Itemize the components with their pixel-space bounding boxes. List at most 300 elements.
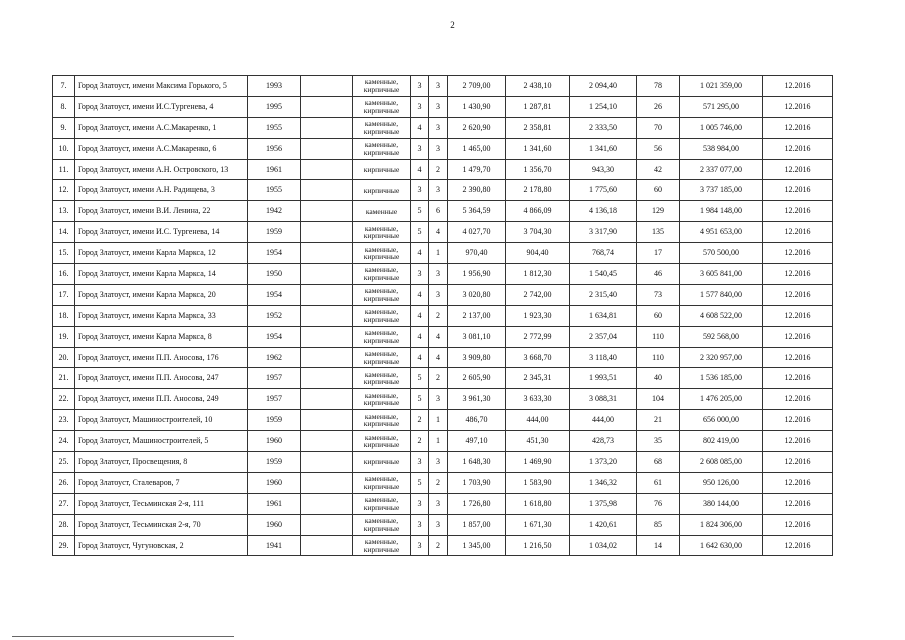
empty-cell <box>301 201 353 222</box>
total-area-cell: 486,70 <box>448 410 506 431</box>
address-cell: Город Златоуст, Машиностроителей, 5 <box>75 431 248 452</box>
floors-cell: 3 <box>411 452 429 473</box>
wall-material-cell: каменные <box>353 201 411 222</box>
entrances-cell: 1 <box>429 410 448 431</box>
year-built-cell: 1960 <box>248 514 301 535</box>
deadline-cell: 12.2016 <box>763 117 833 138</box>
residents-cell: 70 <box>637 117 680 138</box>
floors-cell: 3 <box>411 493 429 514</box>
entrances-cell: 3 <box>429 76 448 97</box>
empty-cell <box>301 472 353 493</box>
cost-cell: 4 608 522,00 <box>680 305 763 326</box>
empty-cell <box>301 389 353 410</box>
empty-cell <box>301 284 353 305</box>
residents-cell: 68 <box>637 452 680 473</box>
table-row <box>53 159 833 180</box>
total-area-cell: 1 857,00 <box>448 514 506 535</box>
table-row <box>53 493 833 514</box>
residential-area-cell: 3 317,90 <box>570 222 637 243</box>
year-built-cell: 1960 <box>248 472 301 493</box>
total-area-cell: 1 345,00 <box>448 535 506 556</box>
address-cell: Город Златоуст, имени П.П. Аносова, 176 <box>75 347 248 368</box>
cost-cell: 3 605 841,00 <box>680 264 763 285</box>
floors-cell: 4 <box>411 159 429 180</box>
address-cell: Город Златоуст, имени А.Н. Радищева, 3 <box>75 180 248 201</box>
residents-cell: 61 <box>637 472 680 493</box>
table-row <box>53 222 833 243</box>
table-row <box>53 201 833 222</box>
entrances-cell: 6 <box>429 201 448 222</box>
total-area-cell: 2 390,80 <box>448 180 506 201</box>
residents-cell: 60 <box>637 180 680 201</box>
year-built-cell: 1959 <box>248 452 301 473</box>
entrances-cell: 2 <box>429 159 448 180</box>
wall-material-cell: каменные, кирпичные <box>353 305 411 326</box>
residential-area-cell: 1 775,60 <box>570 180 637 201</box>
living-area-cell: 1 812,30 <box>506 264 570 285</box>
year-built-cell: 1941 <box>248 535 301 556</box>
cost-cell: 571 295,00 <box>680 96 763 117</box>
table-row <box>53 305 833 326</box>
address-cell: Город Златоуст, имени А.С.Макаренко, 6 <box>75 138 248 159</box>
living-area-cell: 1 923,30 <box>506 305 570 326</box>
year-built-cell: 1950 <box>248 264 301 285</box>
row-number-cell: 13. <box>53 201 75 222</box>
total-area-cell: 3 961,30 <box>448 389 506 410</box>
empty-cell <box>301 138 353 159</box>
cost-cell: 3 737 185,00 <box>680 180 763 201</box>
table-row <box>53 514 833 535</box>
total-area-cell: 5 364,59 <box>448 201 506 222</box>
wall-material-cell: каменные, кирпичные <box>353 535 411 556</box>
residential-area-cell: 428,73 <box>570 431 637 452</box>
floors-cell: 4 <box>411 347 429 368</box>
row-number-cell: 14. <box>53 222 75 243</box>
empty-cell <box>301 347 353 368</box>
living-area-cell: 3 633,30 <box>506 389 570 410</box>
row-number-cell: 10. <box>53 138 75 159</box>
table-row <box>53 96 833 117</box>
year-built-cell: 1995 <box>248 96 301 117</box>
entrances-cell: 2 <box>429 472 448 493</box>
living-area-cell: 1 469,90 <box>506 452 570 473</box>
total-area-cell: 1 703,90 <box>448 472 506 493</box>
residential-area-cell: 768,74 <box>570 243 637 264</box>
residential-area-cell: 1 375,98 <box>570 493 637 514</box>
empty-cell <box>301 159 353 180</box>
deadline-cell: 12.2016 <box>763 201 833 222</box>
address-cell: Город Златоуст, имени А.С.Макаренко, 1 <box>75 117 248 138</box>
address-cell: Город Златоуст, Чугуновская, 2 <box>75 535 248 556</box>
year-built-cell: 1952 <box>248 305 301 326</box>
residential-area-cell: 3 118,40 <box>570 347 637 368</box>
table-row <box>53 535 833 556</box>
table-row <box>53 472 833 493</box>
address-cell: Город Златоуст, Машиностроителей, 10 <box>75 410 248 431</box>
living-area-cell: 904,40 <box>506 243 570 264</box>
wall-material-cell: каменные, кирпичные <box>353 76 411 97</box>
wall-material-cell: каменные, кирпичные <box>353 472 411 493</box>
floors-cell: 4 <box>411 243 429 264</box>
residents-cell: 40 <box>637 368 680 389</box>
residents-cell: 26 <box>637 96 680 117</box>
entrances-cell: 4 <box>429 347 448 368</box>
footer-rule <box>12 636 234 637</box>
living-area-cell: 1 671,30 <box>506 514 570 535</box>
residents-cell: 46 <box>637 264 680 285</box>
total-area-cell: 4 027,70 <box>448 222 506 243</box>
total-area-cell: 970,40 <box>448 243 506 264</box>
wall-material-cell: каменные, кирпичные <box>353 243 411 264</box>
year-built-cell: 1954 <box>248 284 301 305</box>
table-row <box>53 243 833 264</box>
floors-cell: 3 <box>411 514 429 535</box>
deadline-cell: 12.2016 <box>763 180 833 201</box>
row-number-cell: 28. <box>53 514 75 535</box>
deadline-cell: 12.2016 <box>763 452 833 473</box>
cost-cell: 1 642 630,00 <box>680 535 763 556</box>
floors-cell: 5 <box>411 368 429 389</box>
year-built-cell: 1942 <box>248 201 301 222</box>
row-number-cell: 23. <box>53 410 75 431</box>
year-built-cell: 1993 <box>248 76 301 97</box>
empty-cell <box>301 180 353 201</box>
year-built-cell: 1954 <box>248 243 301 264</box>
total-area-cell: 2 605,90 <box>448 368 506 389</box>
residential-area-cell: 943,30 <box>570 159 637 180</box>
entrances-cell: 3 <box>429 117 448 138</box>
living-area-cell: 2 358,81 <box>506 117 570 138</box>
address-cell: Город Златоуст, Тесьминская 2-я, 70 <box>75 514 248 535</box>
deadline-cell: 12.2016 <box>763 472 833 493</box>
floors-cell: 2 <box>411 410 429 431</box>
floors-cell: 3 <box>411 138 429 159</box>
residential-area-cell: 1 993,51 <box>570 368 637 389</box>
address-cell: Город Златоуст, имени А.Н. Островского, 13 <box>75 159 248 180</box>
cost-cell: 1 476 205,00 <box>680 389 763 410</box>
living-area-cell: 444,00 <box>506 410 570 431</box>
row-number-cell: 16. <box>53 264 75 285</box>
deadline-cell: 12.2016 <box>763 368 833 389</box>
empty-cell <box>301 326 353 347</box>
row-number-cell: 9. <box>53 117 75 138</box>
wall-material-cell: каменные, кирпичные <box>353 96 411 117</box>
residents-cell: 60 <box>637 305 680 326</box>
row-number-cell: 11. <box>53 159 75 180</box>
wall-material-cell: каменные, кирпичные <box>353 514 411 535</box>
total-area-cell: 2 709,00 <box>448 76 506 97</box>
total-area-cell: 3 909,80 <box>448 347 506 368</box>
floors-cell: 3 <box>411 76 429 97</box>
cost-cell: 1 021 359,00 <box>680 76 763 97</box>
total-area-cell: 1 465,00 <box>448 138 506 159</box>
address-cell: Город Златоуст, имени И.С. Тургенева, 14 <box>75 222 248 243</box>
living-area-cell: 1 356,70 <box>506 159 570 180</box>
page-number: 2 <box>450 20 455 30</box>
empty-cell <box>301 368 353 389</box>
floors-cell: 5 <box>411 389 429 410</box>
table-row <box>53 180 833 201</box>
cost-cell: 570 500,00 <box>680 243 763 264</box>
wall-material-cell: кирпичные <box>353 159 411 180</box>
living-area-cell: 1 583,90 <box>506 472 570 493</box>
wall-material-cell: каменные, кирпичные <box>353 368 411 389</box>
empty-cell <box>301 493 353 514</box>
deadline-cell: 12.2016 <box>763 305 833 326</box>
row-number-cell: 12. <box>53 180 75 201</box>
address-cell: Город Златоуст, Просвещения, 8 <box>75 452 248 473</box>
address-cell: Город Златоуст, Тесьминская 2-я, 111 <box>75 493 248 514</box>
entrances-cell: 3 <box>429 493 448 514</box>
year-built-cell: 1954 <box>248 326 301 347</box>
empty-cell <box>301 452 353 473</box>
entrances-cell: 3 <box>429 284 448 305</box>
entrances-cell: 3 <box>429 264 448 285</box>
address-cell: Город Златоуст, имени Карла Маркса, 20 <box>75 284 248 305</box>
deadline-cell: 12.2016 <box>763 410 833 431</box>
housing-registry-table <box>52 75 833 556</box>
wall-material-cell: кирпичные <box>353 452 411 473</box>
residential-area-cell: 2 315,40 <box>570 284 637 305</box>
floors-cell: 3 <box>411 264 429 285</box>
living-area-cell: 3 668,70 <box>506 347 570 368</box>
residential-area-cell: 1 634,81 <box>570 305 637 326</box>
year-built-cell: 1961 <box>248 159 301 180</box>
living-area-cell: 2 178,80 <box>506 180 570 201</box>
wall-material-cell: каменные, кирпичные <box>353 431 411 452</box>
empty-cell <box>301 305 353 326</box>
deadline-cell: 12.2016 <box>763 326 833 347</box>
living-area-cell: 1 618,80 <box>506 493 570 514</box>
residents-cell: 17 <box>637 243 680 264</box>
living-area-cell: 1 341,60 <box>506 138 570 159</box>
row-number-cell: 25. <box>53 452 75 473</box>
entrances-cell: 1 <box>429 431 448 452</box>
floors-cell: 4 <box>411 326 429 347</box>
total-area-cell: 2 620,90 <box>448 117 506 138</box>
year-built-cell: 1955 <box>248 117 301 138</box>
entrances-cell: 4 <box>429 222 448 243</box>
entrances-cell: 1 <box>429 243 448 264</box>
wall-material-cell: каменные, кирпичные <box>353 264 411 285</box>
residents-cell: 85 <box>637 514 680 535</box>
cost-cell: 1 824 306,00 <box>680 514 763 535</box>
table-row <box>53 431 833 452</box>
residential-area-cell: 2 333,50 <box>570 117 637 138</box>
empty-cell <box>301 96 353 117</box>
residents-cell: 135 <box>637 222 680 243</box>
residents-cell: 110 <box>637 326 680 347</box>
deadline-cell: 12.2016 <box>763 76 833 97</box>
cost-cell: 538 984,00 <box>680 138 763 159</box>
cost-cell: 380 144,00 <box>680 493 763 514</box>
deadline-cell: 12.2016 <box>763 264 833 285</box>
entrances-cell: 3 <box>429 389 448 410</box>
residential-area-cell: 2 094,40 <box>570 76 637 97</box>
row-number-cell: 17. <box>53 284 75 305</box>
residents-cell: 129 <box>637 201 680 222</box>
residents-cell: 78 <box>637 76 680 97</box>
entrances-cell: 4 <box>429 326 448 347</box>
year-built-cell: 1959 <box>248 410 301 431</box>
row-number-cell: 24. <box>53 431 75 452</box>
total-area-cell: 2 137,00 <box>448 305 506 326</box>
floors-cell: 5 <box>411 201 429 222</box>
residential-area-cell: 1 540,45 <box>570 264 637 285</box>
deadline-cell: 12.2016 <box>763 96 833 117</box>
floors-cell: 2 <box>411 431 429 452</box>
deadline-cell: 12.2016 <box>763 138 833 159</box>
wall-material-cell: каменные, кирпичные <box>353 117 411 138</box>
residential-area-cell: 1 254,10 <box>570 96 637 117</box>
row-number-cell: 22. <box>53 389 75 410</box>
cost-cell: 1 984 148,00 <box>680 201 763 222</box>
residents-cell: 73 <box>637 284 680 305</box>
deadline-cell: 12.2016 <box>763 493 833 514</box>
year-built-cell: 1957 <box>248 389 301 410</box>
cost-cell: 4 951 653,00 <box>680 222 763 243</box>
table-row <box>53 76 833 97</box>
living-area-cell: 4 866,09 <box>506 201 570 222</box>
year-built-cell: 1955 <box>248 180 301 201</box>
residential-area-cell: 2 357,04 <box>570 326 637 347</box>
residents-cell: 21 <box>637 410 680 431</box>
entrances-cell: 2 <box>429 368 448 389</box>
residents-cell: 110 <box>637 347 680 368</box>
total-area-cell: 1 430,90 <box>448 96 506 117</box>
cost-cell: 1 005 746,00 <box>680 117 763 138</box>
total-area-cell: 3 081,10 <box>448 326 506 347</box>
address-cell: Город Златоуст, имени Карла Маркса, 14 <box>75 264 248 285</box>
row-number-cell: 8. <box>53 96 75 117</box>
cost-cell: 1 536 185,00 <box>680 368 763 389</box>
residential-area-cell: 1 420,61 <box>570 514 637 535</box>
empty-cell <box>301 222 353 243</box>
entrances-cell: 2 <box>429 305 448 326</box>
wall-material-cell: каменные, кирпичные <box>353 410 411 431</box>
table-row <box>53 389 833 410</box>
residents-cell: 76 <box>637 493 680 514</box>
living-area-cell: 2 345,31 <box>506 368 570 389</box>
empty-cell <box>301 514 353 535</box>
table-row <box>53 138 833 159</box>
total-area-cell: 1 479,70 <box>448 159 506 180</box>
residential-area-cell: 1 373,20 <box>570 452 637 473</box>
residential-area-cell: 444,00 <box>570 410 637 431</box>
residents-cell: 42 <box>637 159 680 180</box>
year-built-cell: 1960 <box>248 431 301 452</box>
table-row <box>53 284 833 305</box>
deadline-cell: 12.2016 <box>763 431 833 452</box>
row-number-cell: 21. <box>53 368 75 389</box>
wall-material-cell: каменные, кирпичные <box>353 222 411 243</box>
total-area-cell: 1 648,30 <box>448 452 506 473</box>
floors-cell: 5 <box>411 222 429 243</box>
cost-cell: 592 568,00 <box>680 326 763 347</box>
deadline-cell: 12.2016 <box>763 284 833 305</box>
deadline-cell: 12.2016 <box>763 159 833 180</box>
row-number-cell: 20. <box>53 347 75 368</box>
residents-cell: 104 <box>637 389 680 410</box>
residential-area-cell: 1 034,02 <box>570 535 637 556</box>
deadline-cell: 12.2016 <box>763 347 833 368</box>
total-area-cell: 3 020,80 <box>448 284 506 305</box>
wall-material-cell: каменные, кирпичные <box>353 138 411 159</box>
total-area-cell: 1 956,90 <box>448 264 506 285</box>
floors-cell: 3 <box>411 180 429 201</box>
residential-area-cell: 3 088,31 <box>570 389 637 410</box>
floors-cell: 5 <box>411 472 429 493</box>
floors-cell: 3 <box>411 96 429 117</box>
empty-cell <box>301 117 353 138</box>
table-body <box>53 76 833 556</box>
entrances-cell: 3 <box>429 452 448 473</box>
address-cell: Город Златоуст, имени Карла Маркса, 12 <box>75 243 248 264</box>
deadline-cell: 12.2016 <box>763 389 833 410</box>
address-cell: Город Златоуст, имени Карла Маркса, 33 <box>75 305 248 326</box>
living-area-cell: 1 216,50 <box>506 535 570 556</box>
wall-material-cell: каменные, кирпичные <box>353 284 411 305</box>
entrances-cell: 3 <box>429 96 448 117</box>
entrances-cell: 3 <box>429 138 448 159</box>
living-area-cell: 2 742,00 <box>506 284 570 305</box>
cost-cell: 2 320 957,00 <box>680 347 763 368</box>
entrances-cell: 3 <box>429 514 448 535</box>
empty-cell <box>301 410 353 431</box>
wall-material-cell: каменные, кирпичные <box>353 493 411 514</box>
residents-cell: 35 <box>637 431 680 452</box>
row-number-cell: 15. <box>53 243 75 264</box>
table-row <box>53 264 833 285</box>
empty-cell <box>301 431 353 452</box>
deadline-cell: 12.2016 <box>763 243 833 264</box>
living-area-cell: 2 772,99 <box>506 326 570 347</box>
row-number-cell: 29. <box>53 535 75 556</box>
cost-cell: 802 419,00 <box>680 431 763 452</box>
year-built-cell: 1956 <box>248 138 301 159</box>
entrances-cell: 2 <box>429 535 448 556</box>
residents-cell: 14 <box>637 535 680 556</box>
year-built-cell: 1959 <box>248 222 301 243</box>
floors-cell: 4 <box>411 284 429 305</box>
table-row <box>53 410 833 431</box>
deadline-cell: 12.2016 <box>763 222 833 243</box>
empty-cell <box>301 535 353 556</box>
empty-cell <box>301 243 353 264</box>
wall-material-cell: кирпичные <box>353 180 411 201</box>
cost-cell: 2 337 077,00 <box>680 159 763 180</box>
row-number-cell: 7. <box>53 76 75 97</box>
wall-material-cell: каменные, кирпичные <box>353 326 411 347</box>
living-area-cell: 1 287,81 <box>506 96 570 117</box>
living-area-cell: 3 704,30 <box>506 222 570 243</box>
address-cell: Город Златоуст, имени Максима Горького, 5 <box>75 76 248 97</box>
cost-cell: 2 608 085,00 <box>680 452 763 473</box>
cost-cell: 656 000,00 <box>680 410 763 431</box>
table-row <box>53 117 833 138</box>
floors-cell: 4 <box>411 305 429 326</box>
year-built-cell: 1957 <box>248 368 301 389</box>
living-area-cell: 2 438,10 <box>506 76 570 97</box>
wall-material-cell: каменные, кирпичные <box>353 389 411 410</box>
empty-cell <box>301 76 353 97</box>
residents-cell: 56 <box>637 138 680 159</box>
table-row <box>53 326 833 347</box>
deadline-cell: 12.2016 <box>763 535 833 556</box>
residential-area-cell: 4 136,18 <box>570 201 637 222</box>
year-built-cell: 1962 <box>248 347 301 368</box>
address-cell: Город Златоуст, имени П.П. Аносова, 249 <box>75 389 248 410</box>
